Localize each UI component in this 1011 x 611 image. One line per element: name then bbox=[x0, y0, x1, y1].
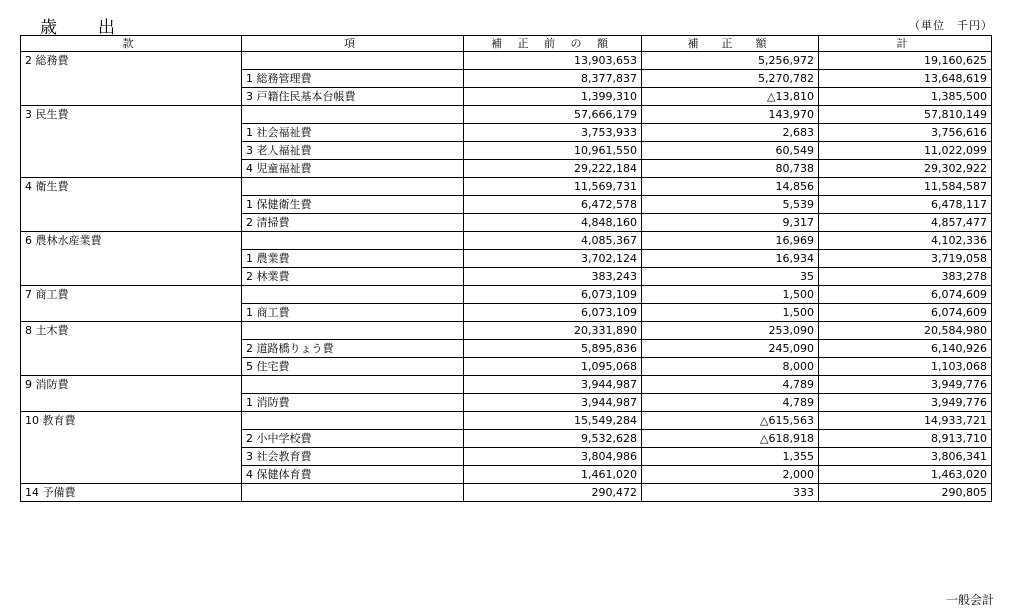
cell-kan bbox=[21, 304, 242, 322]
table-row bbox=[21, 376, 992, 394]
header-correction: 補 正 額 bbox=[642, 36, 819, 52]
cell-kou: 2 清掃費 bbox=[242, 214, 464, 232]
cell-kou bbox=[242, 484, 464, 502]
cell-kou: 2 林業費 bbox=[242, 268, 464, 286]
table-header-row bbox=[21, 36, 992, 52]
cell-kou: 3 社会教育費 bbox=[242, 448, 464, 466]
cell-kou bbox=[242, 106, 464, 124]
table-row bbox=[21, 52, 992, 70]
cell-total: 8,913,710 bbox=[819, 430, 992, 448]
cell-before: 6,472,578 bbox=[464, 196, 642, 214]
cell-kou: 1 消防費 bbox=[242, 394, 464, 412]
cell-total: 1,385,500 bbox=[819, 88, 992, 106]
cell-before: 3,702,124 bbox=[464, 250, 642, 268]
cell-before: 3,804,986 bbox=[464, 448, 642, 466]
cell-correction: 8,000 bbox=[642, 358, 819, 376]
table-row bbox=[21, 214, 992, 232]
cell-total: 57,810,149 bbox=[819, 106, 992, 124]
cell-correction: 253,090 bbox=[642, 322, 819, 340]
cell-kou bbox=[242, 376, 464, 394]
cell-kan bbox=[21, 250, 242, 268]
cell-before: 15,549,284 bbox=[464, 412, 642, 430]
cell-kan: 3 民生費 bbox=[21, 106, 242, 124]
cell-total: 1,103,068 bbox=[819, 358, 992, 376]
cell-total: 13,648,619 bbox=[819, 70, 992, 88]
cell-kan bbox=[21, 394, 242, 412]
cell-total: 4,857,477 bbox=[819, 214, 992, 232]
cell-correction: 1,500 bbox=[642, 286, 819, 304]
cell-kan bbox=[21, 88, 242, 106]
unit-label: （単位 千円） bbox=[909, 19, 993, 32]
table-row bbox=[21, 304, 992, 322]
table-row bbox=[21, 484, 992, 502]
cell-correction: 1,355 bbox=[642, 448, 819, 466]
header-kou: 項 bbox=[242, 36, 464, 52]
cell-total: 11,022,099 bbox=[819, 142, 992, 160]
cell-total: 14,933,721 bbox=[819, 412, 992, 430]
cell-correction: 2,000 bbox=[642, 466, 819, 484]
cell-kan: 8 土木費 bbox=[21, 322, 242, 340]
cell-kou: 3 戸籍住民基本台帳費 bbox=[242, 88, 464, 106]
cell-before: 20,331,890 bbox=[464, 322, 642, 340]
cell-total: 383,278 bbox=[819, 268, 992, 286]
cell-before: 3,944,987 bbox=[464, 376, 642, 394]
cell-before: 3,753,933 bbox=[464, 124, 642, 142]
table-row bbox=[21, 142, 992, 160]
cell-kou: 5 住宅費 bbox=[242, 358, 464, 376]
cell-kou bbox=[242, 52, 464, 70]
table-row bbox=[21, 88, 992, 106]
cell-before: 4,848,160 bbox=[464, 214, 642, 232]
cell-kou: 2 小中学校費 bbox=[242, 430, 464, 448]
cell-total: 3,949,776 bbox=[819, 376, 992, 394]
cell-correction: 1,500 bbox=[642, 304, 819, 322]
cell-before: 1,095,068 bbox=[464, 358, 642, 376]
cell-before: 4,085,367 bbox=[464, 232, 642, 250]
page-title: 歳 出 bbox=[40, 18, 127, 38]
header-kan: 款 bbox=[21, 36, 242, 52]
cell-correction: 4,789 bbox=[642, 394, 819, 412]
cell-kan bbox=[21, 358, 242, 376]
cell-before: 1,399,310 bbox=[464, 88, 642, 106]
cell-before: 1,461,020 bbox=[464, 466, 642, 484]
cell-total: 6,140,926 bbox=[819, 340, 992, 358]
cell-correction: △615,563 bbox=[642, 412, 819, 430]
cell-total: 3,756,616 bbox=[819, 124, 992, 142]
cell-correction: △13,810 bbox=[642, 88, 819, 106]
budget-table bbox=[20, 35, 992, 502]
cell-before: 383,243 bbox=[464, 268, 642, 286]
cell-total: 1,463,020 bbox=[819, 466, 992, 484]
table-row bbox=[21, 286, 992, 304]
table-row bbox=[21, 178, 992, 196]
cell-kan: 9 消防費 bbox=[21, 376, 242, 394]
cell-before: 29,222,184 bbox=[464, 160, 642, 178]
cell-total: 6,478,117 bbox=[819, 196, 992, 214]
cell-correction: 60,549 bbox=[642, 142, 819, 160]
cell-before: 13,903,653 bbox=[464, 52, 642, 70]
cell-kou: 3 老人福祉費 bbox=[242, 142, 464, 160]
cell-kou: 1 総務管理費 bbox=[242, 70, 464, 88]
cell-correction: 80,738 bbox=[642, 160, 819, 178]
table-body bbox=[21, 52, 992, 502]
cell-total: 19,160,625 bbox=[819, 52, 992, 70]
cell-before: 8,377,837 bbox=[464, 70, 642, 88]
cell-before: 290,472 bbox=[464, 484, 642, 502]
table-row bbox=[21, 196, 992, 214]
cell-kou: 1 保健衛生費 bbox=[242, 196, 464, 214]
cell-correction: 5,270,782 bbox=[642, 70, 819, 88]
cell-kou bbox=[242, 322, 464, 340]
cell-kou: 2 道路橋りょう費 bbox=[242, 340, 464, 358]
cell-correction: 14,856 bbox=[642, 178, 819, 196]
table-row bbox=[21, 430, 992, 448]
table-row bbox=[21, 322, 992, 340]
table-row bbox=[21, 358, 992, 376]
cell-total: 11,584,587 bbox=[819, 178, 992, 196]
cell-kan bbox=[21, 70, 242, 88]
table-row bbox=[21, 160, 992, 178]
cell-total: 3,806,341 bbox=[819, 448, 992, 466]
cell-before: 6,073,109 bbox=[464, 286, 642, 304]
cell-kan: 10 教育費 bbox=[21, 412, 242, 430]
account-label: 一般会計 bbox=[945, 593, 994, 607]
cell-kou: 4 児童福祉費 bbox=[242, 160, 464, 178]
cell-kou bbox=[242, 412, 464, 430]
cell-kou: 1 商工費 bbox=[242, 304, 464, 322]
header-before: 補 正 前 の 額 bbox=[464, 36, 642, 52]
cell-total: 290,805 bbox=[819, 484, 992, 502]
cell-before: 5,895,836 bbox=[464, 340, 642, 358]
cell-kan bbox=[21, 142, 242, 160]
cell-total: 3,949,776 bbox=[819, 394, 992, 412]
cell-kou bbox=[242, 178, 464, 196]
cell-kan bbox=[21, 268, 242, 286]
table-row bbox=[21, 412, 992, 430]
cell-kan: 4 衛生費 bbox=[21, 178, 242, 196]
cell-kan: 14 予備費 bbox=[21, 484, 242, 502]
cell-kou: 1 社会福祉費 bbox=[242, 124, 464, 142]
cell-correction: 5,256,972 bbox=[642, 52, 819, 70]
cell-before: 10,961,550 bbox=[464, 142, 642, 160]
cell-kan bbox=[21, 214, 242, 232]
cell-kou bbox=[242, 286, 464, 304]
cell-kan: 6 農林水産業費 bbox=[21, 232, 242, 250]
table-row bbox=[21, 394, 992, 412]
cell-kou: 4 保健体育費 bbox=[242, 466, 464, 484]
table-row bbox=[21, 268, 992, 286]
cell-correction: 333 bbox=[642, 484, 819, 502]
cell-total: 6,074,609 bbox=[819, 286, 992, 304]
table-row bbox=[21, 124, 992, 142]
cell-total: 4,102,336 bbox=[819, 232, 992, 250]
cell-before: 3,944,987 bbox=[464, 394, 642, 412]
table-row bbox=[21, 106, 992, 124]
cell-kan: 2 総務費 bbox=[21, 52, 242, 70]
cell-correction: △618,918 bbox=[642, 430, 819, 448]
cell-correction: 2,683 bbox=[642, 124, 819, 142]
cell-kan bbox=[21, 466, 242, 484]
cell-correction: 4,789 bbox=[642, 376, 819, 394]
cell-kan bbox=[21, 196, 242, 214]
table-row bbox=[21, 448, 992, 466]
cell-correction: 35 bbox=[642, 268, 819, 286]
cell-total: 20,584,980 bbox=[819, 322, 992, 340]
cell-before: 9,532,628 bbox=[464, 430, 642, 448]
table-row bbox=[21, 70, 992, 88]
table-row bbox=[21, 250, 992, 268]
cell-kan bbox=[21, 448, 242, 466]
cell-correction: 16,969 bbox=[642, 232, 819, 250]
cell-kou: 1 農業費 bbox=[242, 250, 464, 268]
cell-correction: 9,317 bbox=[642, 214, 819, 232]
cell-correction: 143,970 bbox=[642, 106, 819, 124]
table-row bbox=[21, 232, 992, 250]
cell-kan bbox=[21, 430, 242, 448]
cell-kan bbox=[21, 160, 242, 178]
cell-kan bbox=[21, 340, 242, 358]
cell-before: 6,073,109 bbox=[464, 304, 642, 322]
table-row bbox=[21, 466, 992, 484]
cell-total: 3,719,058 bbox=[819, 250, 992, 268]
cell-total: 6,074,609 bbox=[819, 304, 992, 322]
cell-correction: 16,934 bbox=[642, 250, 819, 268]
cell-correction: 245,090 bbox=[642, 340, 819, 358]
cell-kan bbox=[21, 124, 242, 142]
cell-kou bbox=[242, 232, 464, 250]
cell-before: 57,666,179 bbox=[464, 106, 642, 124]
table-row bbox=[21, 340, 992, 358]
cell-kan: 7 商工費 bbox=[21, 286, 242, 304]
cell-total: 29,302,922 bbox=[819, 160, 992, 178]
header-total: 計 bbox=[819, 36, 992, 52]
cell-before: 11,569,731 bbox=[464, 178, 642, 196]
cell-correction: 5,539 bbox=[642, 196, 819, 214]
